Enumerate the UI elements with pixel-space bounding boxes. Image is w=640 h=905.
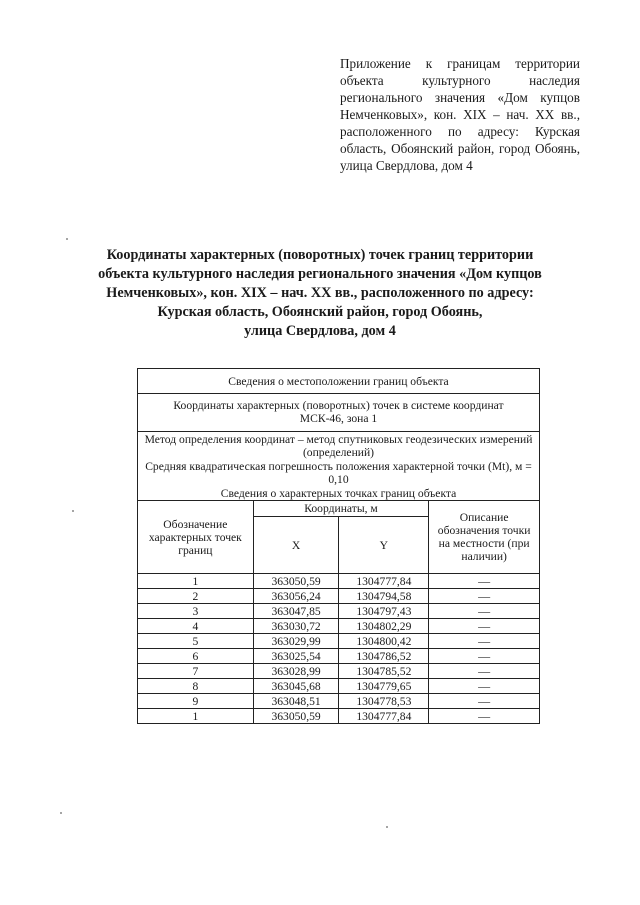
scan-speck <box>66 238 68 240</box>
point-id-cell: 1 <box>138 709 254 724</box>
x-coord-cell: 363025,54 <box>253 649 339 664</box>
header-coords: Координаты, м <box>253 501 429 517</box>
title-line: Немченковых», кон. XIX – нач. XX вв., расположенного по адресу: <box>106 285 534 301</box>
x-coord-cell: 363028,99 <box>253 664 339 679</box>
scan-speck <box>60 812 62 814</box>
y-coord-cell: 1304800,42 <box>339 634 429 649</box>
header-point-id: Обозначение характерных точек границ <box>138 501 254 574</box>
x-coord-cell: 363047,85 <box>253 604 339 619</box>
point-id-cell: 8 <box>138 679 254 694</box>
scan-speck <box>72 510 74 512</box>
point-id-cell: 9 <box>138 694 254 709</box>
header-description: Описание обозначения точки на местности (при наличии) <box>429 501 540 574</box>
y-coord-cell: 1304794,58 <box>339 589 429 604</box>
method-cell <box>138 432 540 501</box>
y-coord-cell: 1304779,65 <box>339 679 429 694</box>
title-line: Курская область, Обоянский район, город Обоянь, <box>157 304 483 320</box>
table-row <box>138 649 540 664</box>
coord-system-row <box>138 394 540 432</box>
y-coord-cell: 1304802,29 <box>339 619 429 634</box>
y-coord-cell: 1304778,53 <box>339 694 429 709</box>
description-cell: — <box>429 619 540 634</box>
y-coord-cell: 1304785,52 <box>339 664 429 679</box>
x-coord-cell: 363029,99 <box>253 634 339 649</box>
point-id-cell: 2 <box>138 589 254 604</box>
table-row <box>138 694 540 709</box>
header-row <box>138 501 540 517</box>
description-cell: — <box>429 694 540 709</box>
point-id-cell: 3 <box>138 604 254 619</box>
method-text: Метод определения координат – метод спутниковых геодезических измерений (определений) <box>144 433 533 459</box>
header-x: X <box>253 517 339 574</box>
description-cell: — <box>429 709 540 724</box>
table-row <box>138 709 540 724</box>
description-cell: — <box>429 649 540 664</box>
title-line: Координаты характерных (поворотных) точек границ территории <box>106 247 534 263</box>
coord-system-text: Координаты характерных (поворотных) точек в системе координат МСК-46, зона 1 <box>138 394 540 432</box>
table-row <box>138 634 540 649</box>
point-id-cell: 4 <box>138 619 254 634</box>
scan-speck <box>386 826 388 828</box>
table-row <box>138 619 540 634</box>
description-cell: — <box>429 604 540 619</box>
document-title <box>60 246 580 341</box>
title-line: объекта культурного наследия регионального значения «Дом купцов <box>98 266 542 282</box>
description-cell: — <box>429 679 540 694</box>
section-location-heading: Сведения о местоположении границ объекта <box>138 369 540 394</box>
y-coord-cell: 1304777,84 <box>339 709 429 724</box>
appendix-note: Приложение к границам территории объекта культурного наследия регионального значения «Дом купцов Немченковых», кон. XIX – нач. XX вв., расположенного по адресу: Курская область, Обоянский район, город Обоянь, улица Свердлова, дом 4 <box>340 56 580 173</box>
point-id-cell: 6 <box>138 649 254 664</box>
x-coord-cell: 363048,51 <box>253 694 339 709</box>
y-coord-cell: 1304777,84 <box>339 574 429 589</box>
description-cell: — <box>429 589 540 604</box>
description-cell: — <box>429 634 540 649</box>
x-coord-cell: 363056,24 <box>253 589 339 604</box>
table-row <box>138 664 540 679</box>
point-id-cell: 7 <box>138 664 254 679</box>
section-points-heading: Сведения о характерных точках границ объекта <box>220 487 457 500</box>
description-cell: — <box>429 664 540 679</box>
header-y: Y <box>339 517 429 574</box>
table-row <box>138 604 540 619</box>
coordinates-table <box>137 368 540 724</box>
y-coord-cell: 1304797,43 <box>339 604 429 619</box>
section-location-row <box>138 369 540 394</box>
y-coord-cell: 1304786,52 <box>339 649 429 664</box>
x-coord-cell: 363050,59 <box>253 574 339 589</box>
method-row <box>138 432 540 501</box>
x-coord-cell: 363045,68 <box>253 679 339 694</box>
table-row <box>138 574 540 589</box>
x-coord-cell: 363030,72 <box>253 619 339 634</box>
accuracy-text: Средняя квадратическая погрешность положения характерной точки (Mt), м = 0,10 <box>145 460 532 486</box>
x-coord-cell: 363050,59 <box>253 709 339 724</box>
description-cell: — <box>429 574 540 589</box>
point-id-cell: 5 <box>138 634 254 649</box>
table-row <box>138 589 540 604</box>
point-id-cell: 1 <box>138 574 254 589</box>
title-line: улица Свердлова, дом 4 <box>244 323 396 339</box>
table-row <box>138 679 540 694</box>
